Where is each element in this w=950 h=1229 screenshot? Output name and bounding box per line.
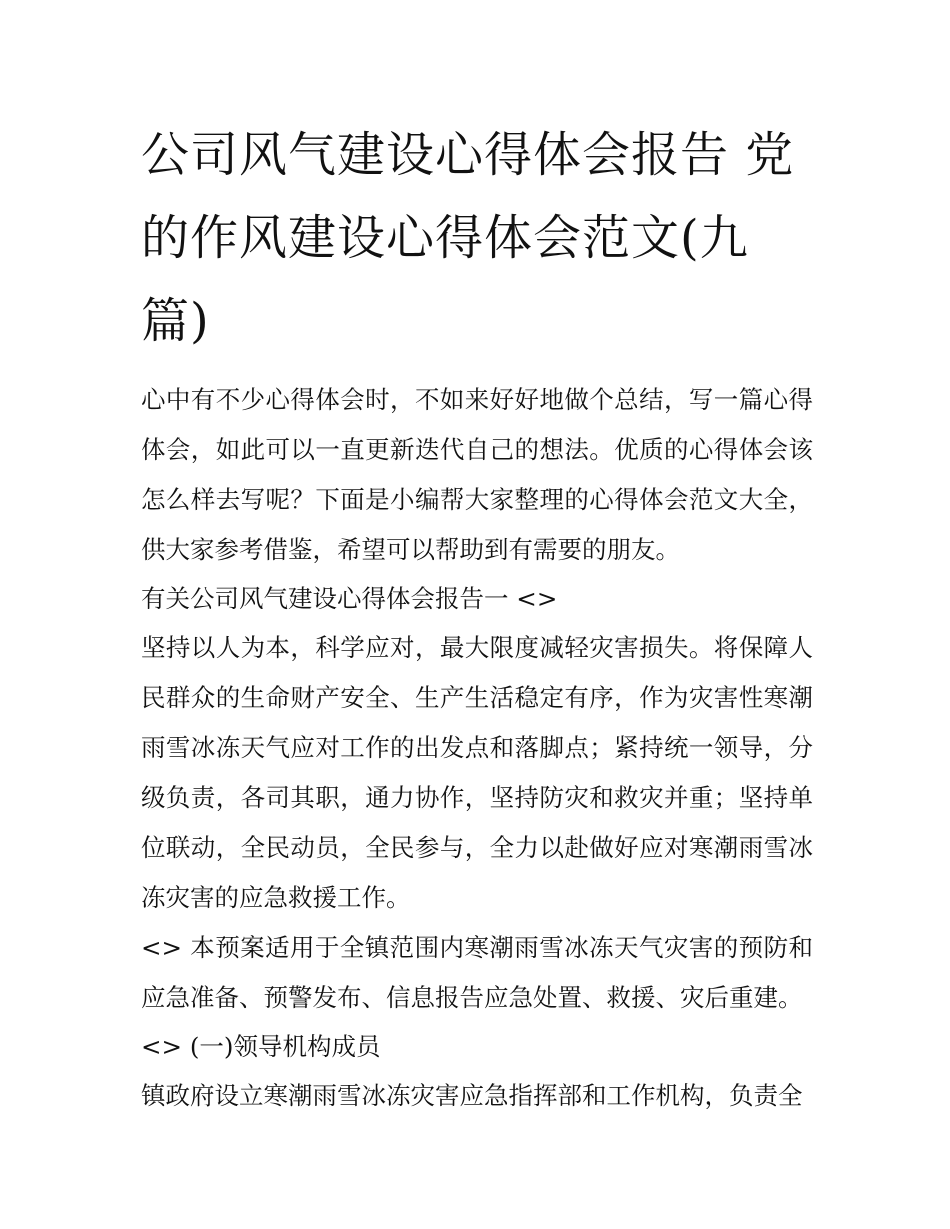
subsection-heading: <> (一)领导机构成员	[141, 1032, 381, 1061]
section-heading: 有关公司风气建设心得体会报告一 <>	[141, 584, 558, 613]
organization-paragraph: 镇政府设立寒潮雨雪冰冻灾害应急指挥部和工作机构，负责全	[141, 1081, 803, 1110]
document-title: 公司风气建设心得体会报告 党的作风建设心得体会范文(九篇)	[141, 127, 795, 349]
intro-paragraph: 心中有不少心得体会时，不如来好好地做个总结，写一篇心得体会，如此可以一直更新迭代自己的想法。优质的心得体会该怎么样去写呢？下面是小编帮大家整理的心得体会范文大全，供大家参考借鉴，希望可以帮助到有需要的朋友。	[141, 385, 813, 564]
principle-paragraph: 坚持以人为本，科学应对，最大限度减轻灾害损失。将保障人民群众的生命财产安全、生产生活稳定有序，作为灾害性寒潮雨雪冰冻天气应对工作的出发点和落脚点；紧持统一领导，分级负责，各司其职，通力协作，坚持防灾和救灾并重；坚持单位联动，全民动员，全民参与，全力以赴做好应对寒潮雨雪冰冻灾害的应急救援工作。	[141, 633, 813, 912]
document-body	[141, 114, 813, 1121]
scope-paragraph: <> 本预案适用于全镇范围内寒潮雨雪冰冻天气灾害的预防和应急准备、预警发布、信息报告应急处置、救援、灾后重建。	[141, 933, 813, 1012]
